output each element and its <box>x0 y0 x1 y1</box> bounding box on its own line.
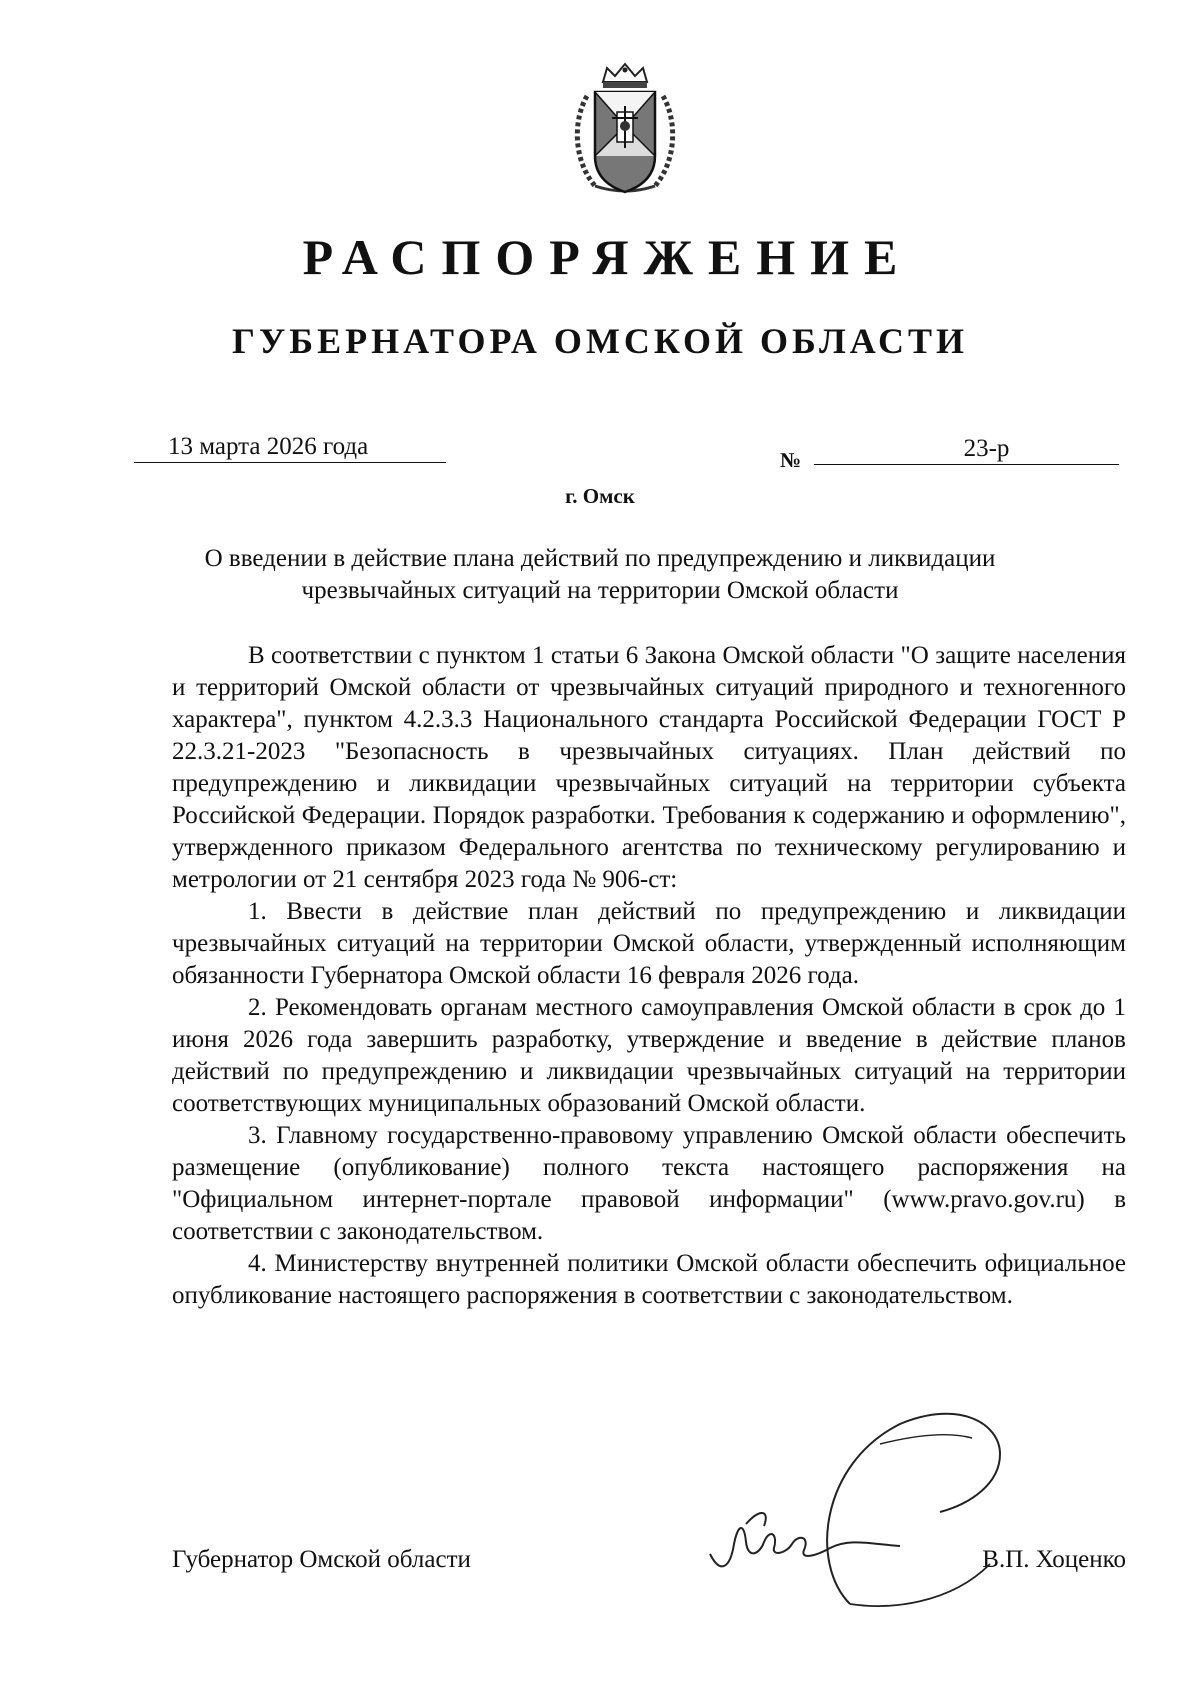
document-date: 13 марта 2026 года <box>168 433 369 460</box>
document-number: 23-р <box>963 435 1010 462</box>
coat-of-arms-icon <box>565 60 685 200</box>
number-label: № <box>780 448 802 472</box>
signatory-position: Губернатор Омской области <box>172 1546 471 1573</box>
document-subject: О введении в действие плана действий по предупреждению и ликвидации чрезвычайных ситуаций на территории Омской области <box>204 545 996 604</box>
clause-1: 1. Ввести в действие план действий по предупреждению и ликвидации чрезвычайных ситуаций на территории Омской области, утвержденный исполняющим обязанности Губернатора Омской области 16 февраля 2026 года. <box>172 898 1126 989</box>
clause-3: 3. Главному государственно-правовому управлению Омской области обеспечить размещение (опубликование) полного текста настоящего распоряжения на "Официальном интернет-портале правовой информации" (www.pravo.gov.ru) в соответствии с законодательством. <box>172 1122 1126 1245</box>
preamble-paragraph: В соответствии с пунктом 1 статьи 6 Закона Омской области "О защите населения и территорий Омской области от чрезвычайных ситуаций природного и техногенного характера", пунктом 4.2.3.3 Национального стандарта Российской Федерации ГОСТ Р 22.3.21-2023 "Безопасность в чрезвычайных ситуациях. План действий по предупреждению и ликвидации чрезвычайных ситуаций на территории субъекта Российской Федерации. Порядок разработки. Требования к содержанию и оформлению", утвержденного приказом Федерального агентства по техническому регулированию и метрологии от 21 сентября 2023 года № 906-ст: <box>172 642 1126 893</box>
document-body <box>172 640 1126 1312</box>
clause-2: 2. Рекомендовать органам местного самоуправления Омской области в срок до 1 июня 2026 года завершить разработку, утверждение и введение в действие планов действий по предупреждению и ликвидации чрезвычайных ситуаций на территории соответствующих муниципальных образований Омской области. <box>172 994 1126 1117</box>
document-date-field <box>134 432 446 463</box>
signatory-name: В.П. Хоценко <box>982 1546 1126 1573</box>
document-issuer: ГУБЕРНАТОРА ОМСКОЙ ОБЛАСТИ <box>231 321 969 361</box>
document-title: РАСПОРЯЖЕНИЕ <box>302 229 913 285</box>
document-city: г. Омск <box>565 484 635 508</box>
document-number-field <box>814 434 1119 465</box>
signature-icon <box>700 1404 1040 1614</box>
clause-4: 4. Министерству внутренней политики Омской области обеспечить официальное опубликование настоящего распоряжения в соответствии с законодательством. <box>172 1250 1126 1309</box>
